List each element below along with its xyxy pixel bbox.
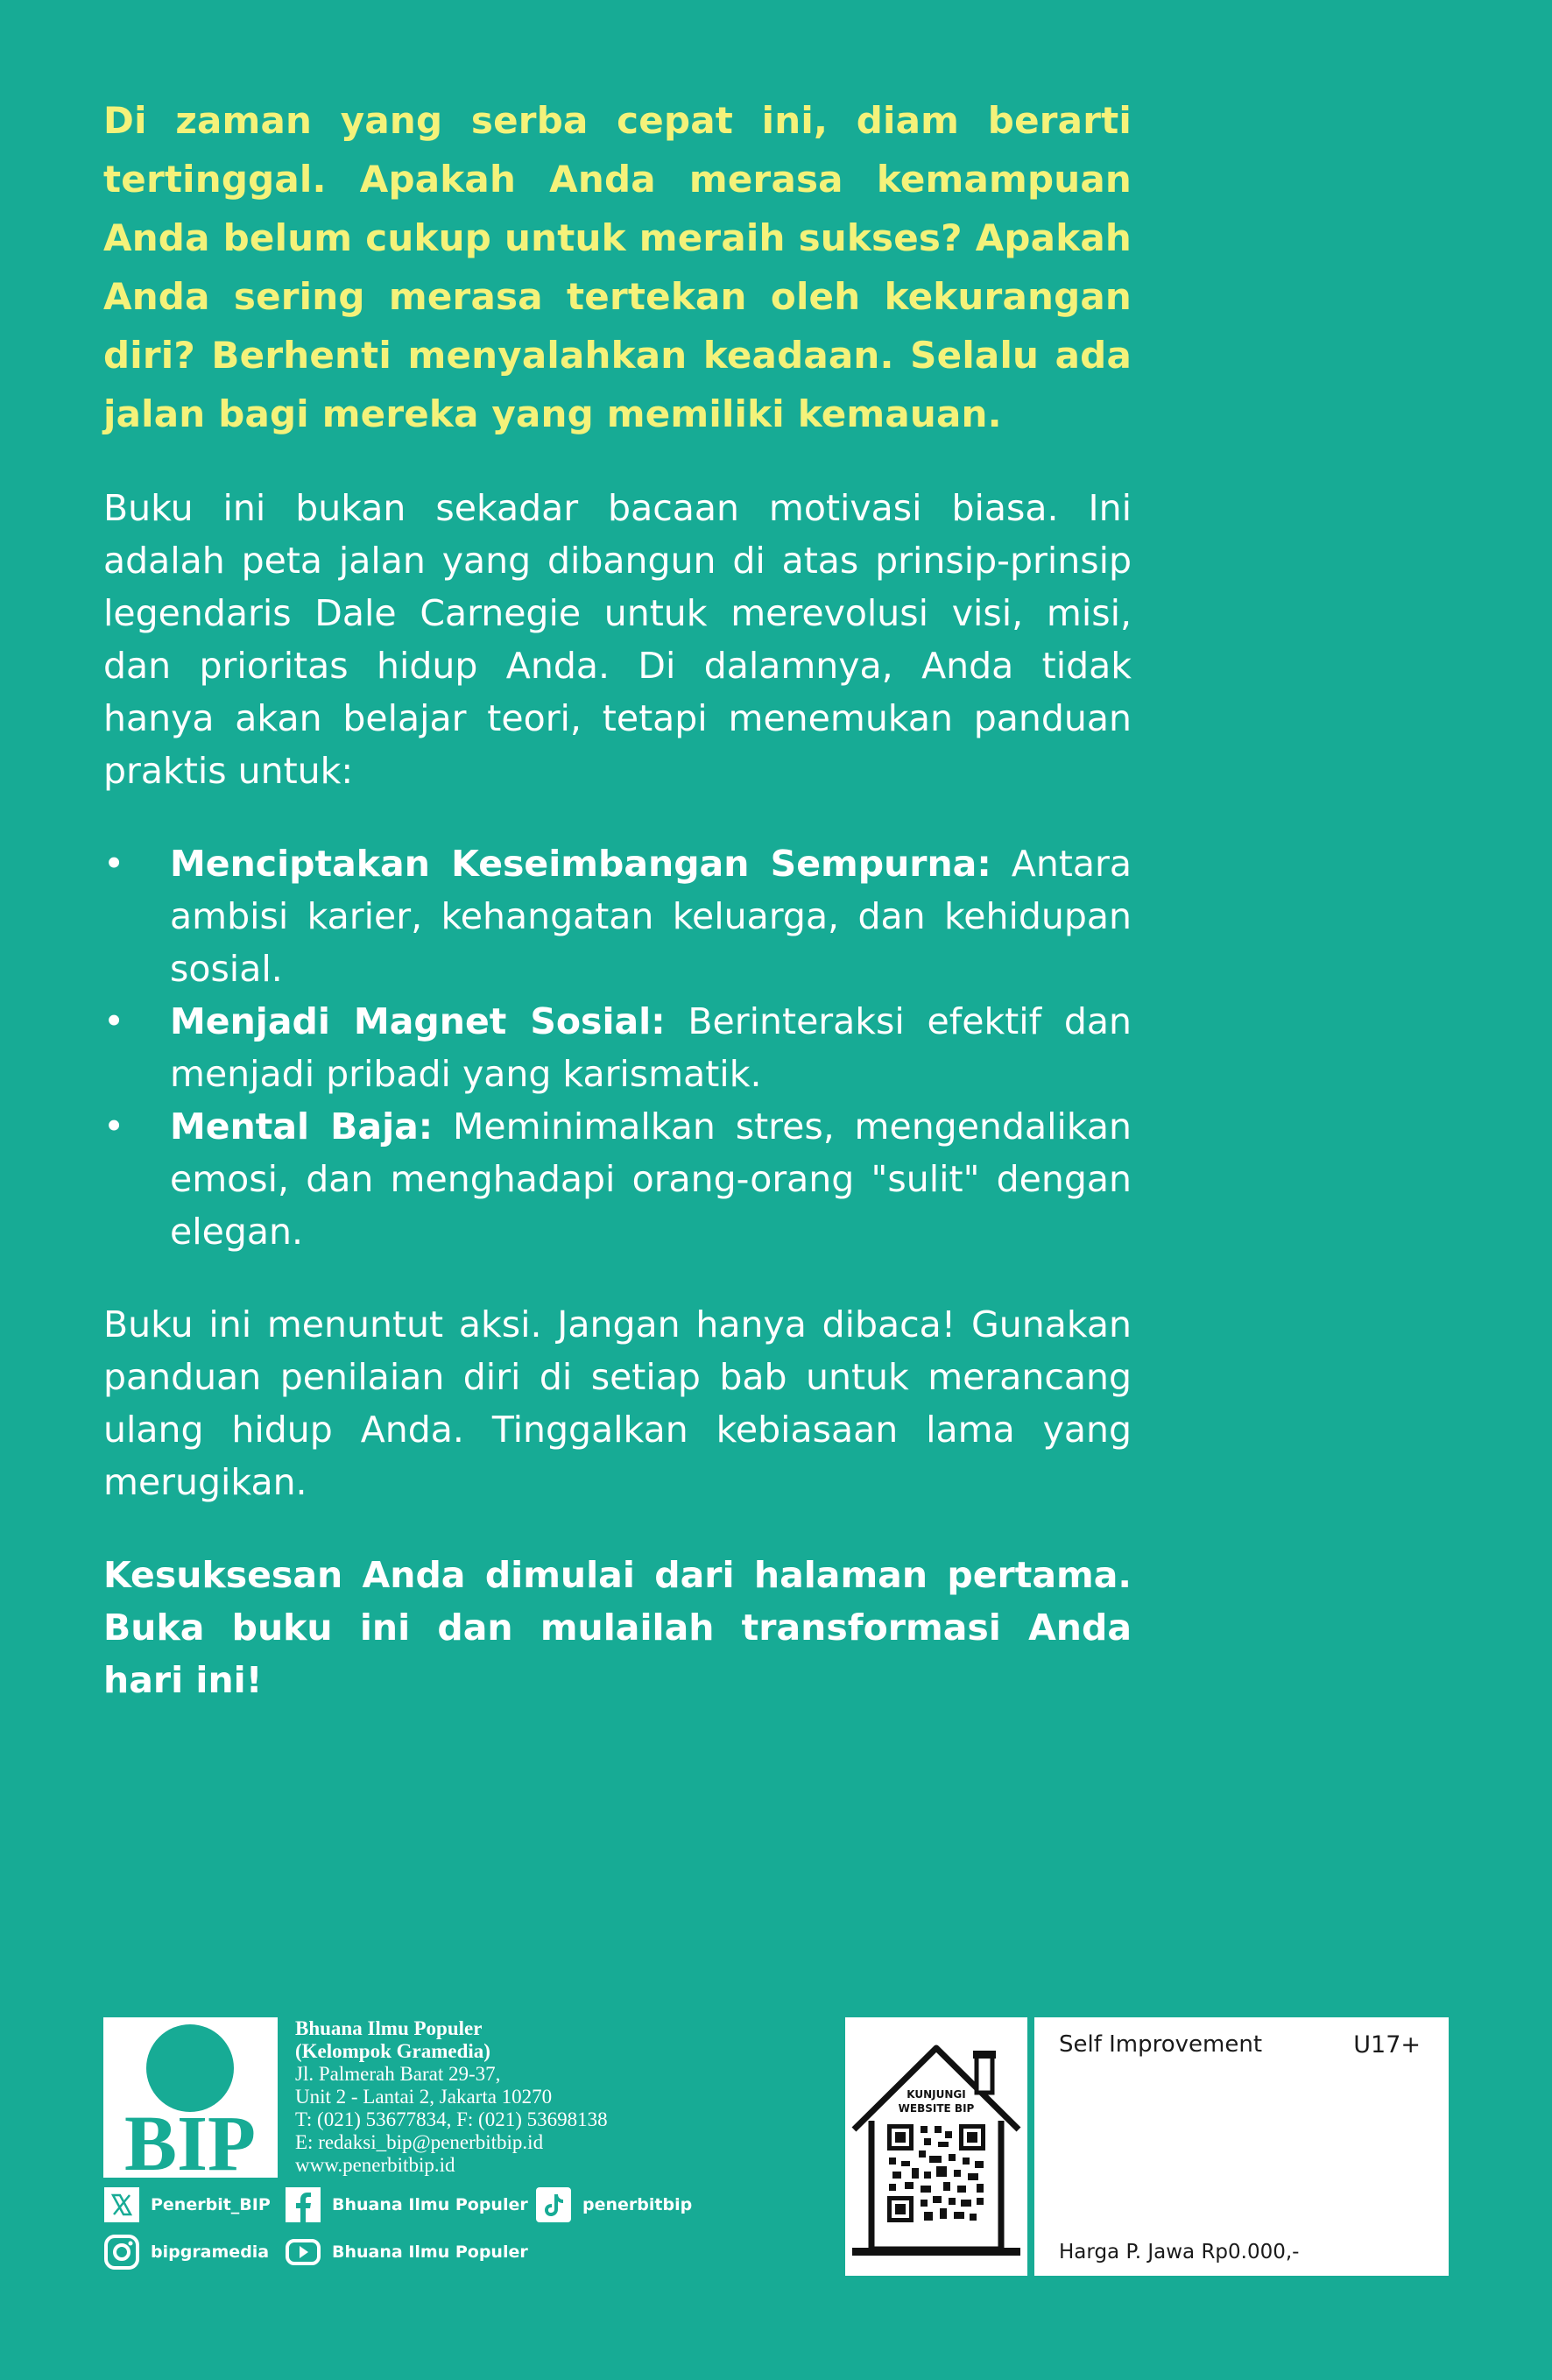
bip-logo [103, 2017, 278, 2178]
social-handle: Bhuana Ilmu Populer [332, 2242, 528, 2262]
blurb [103, 91, 1132, 1706]
social-x [103, 2186, 271, 2223]
action-paragraph: Buku ini menuntut aksi. Jangan hanya dibaca! Gunakan panduan penilaian diri di setiap bab untuk merancang ulang hidup Anda. Tinggalkan kebiasaan lama yang merugikan. [103, 1303, 1132, 1503]
bullet-title: Menjadi Magnet Sosial: [170, 1000, 666, 1042]
book-info-panel [1034, 2017, 1449, 2276]
benefit-list [103, 837, 1132, 1258]
social-handle: bipgramedia [151, 2242, 270, 2262]
bullet-marker: • [103, 1000, 125, 1042]
instagram-icon [103, 2234, 140, 2271]
x-icon [103, 2186, 140, 2223]
bullet-marker: • [103, 1105, 125, 1148]
social-handle: Penerbit_BIP [151, 2195, 271, 2214]
house-qr-icon [845, 2017, 1027, 2276]
list-item [103, 837, 1132, 995]
qr-code-panel [845, 2017, 1027, 2276]
list-item [103, 1100, 1132, 1258]
lead-paragraph: Di zaman yang serba cepat ini, diam berarti tertinggal. Apakah Anda merasa kemampuan Anda belum cukup untuk meraih sukses? Apakah Anda sering merasa tertekan oleh kekurangan diri? Berhenti menyalahkan keadaan. Selalu ada jalan bagi mereka yang memiliki kemauan. [103, 99, 1132, 435]
publisher-group: (Kelompok Gramedia) [295, 2040, 490, 2062]
social-facebook [285, 2186, 528, 2223]
tiktok-icon [535, 2186, 572, 2223]
publisher-info [295, 2017, 751, 2177]
category-label: Self Improvement [1059, 2031, 1263, 2058]
list-item [103, 995, 1132, 1100]
price-label: Harga P. Jawa Rp0.000,- [1059, 2241, 1300, 2263]
bullet-title: Mental Baja: [170, 1105, 434, 1148]
social-handle: Bhuana Ilmu Populer [332, 2195, 528, 2214]
qr-code [885, 2122, 987, 2224]
publisher-name: Bhuana Ilmu Populer [295, 2017, 483, 2039]
closing-paragraph: Kesuksesan Anda dimulai dari halaman pertama. Buka buku ini dan mulailah transformasi Anda hari ini! [103, 1554, 1132, 1701]
address-line-2: Unit 2 - Lantai 2, Jakarta 10270 [295, 2086, 553, 2108]
bullet-title: Menciptakan Keseimbangan Sempurna: [170, 843, 991, 885]
facebook-icon [285, 2186, 321, 2223]
intro-paragraph: Buku ini bukan sekadar bacaan motivasi biasa. Ini adalah peta jalan yang dibangun di atas prinsip-prinsip legendaris Dale Carnegie untuk merevolusi visi, misi, dan prioritas hidup Anda. Di dalamnya, Anda tidak hanya akan belajar teori, tetapi menemukan panduan praktis untuk: [103, 487, 1132, 792]
logo-text: BIP [123, 2101, 257, 2178]
bullet-text: Meminimalkan stres, mengendalikan emosi, dan menghadapi orang-orang "sulit" dengan elegan. [170, 1105, 1132, 1253]
phone-line: T: (021) 53677834, F: (021) 53698138 [295, 2108, 608, 2130]
social-handle: penerbitbip [582, 2195, 693, 2214]
bullet-marker: • [103, 843, 125, 885]
social-instagram [103, 2234, 269, 2271]
website-line: www.penerbitbip.id [295, 2154, 455, 2176]
bullet-text: Antara ambisi karier, kehangatan keluarga, dan kehidupan sosial. [170, 843, 1132, 990]
social-youtube [285, 2234, 528, 2271]
qr-caption-1: KUNJUNGI [907, 2088, 966, 2101]
qr-caption-2: WEBSITE BIP [898, 2102, 975, 2115]
youtube-icon [285, 2234, 321, 2271]
publisher-block [103, 2017, 822, 2280]
age-rating-label: U17+ [1353, 2031, 1421, 2059]
address-line-1: Jl. Palmerah Barat 29-37, [295, 2063, 501, 2085]
social-tiktok [535, 2186, 692, 2223]
bullet-text: Berinteraksi efektif dan menjadi pribadi yang karismatik. [170, 1000, 1132, 1095]
email-line: E: redaksi_bip@penerbitbip.id [295, 2131, 544, 2153]
